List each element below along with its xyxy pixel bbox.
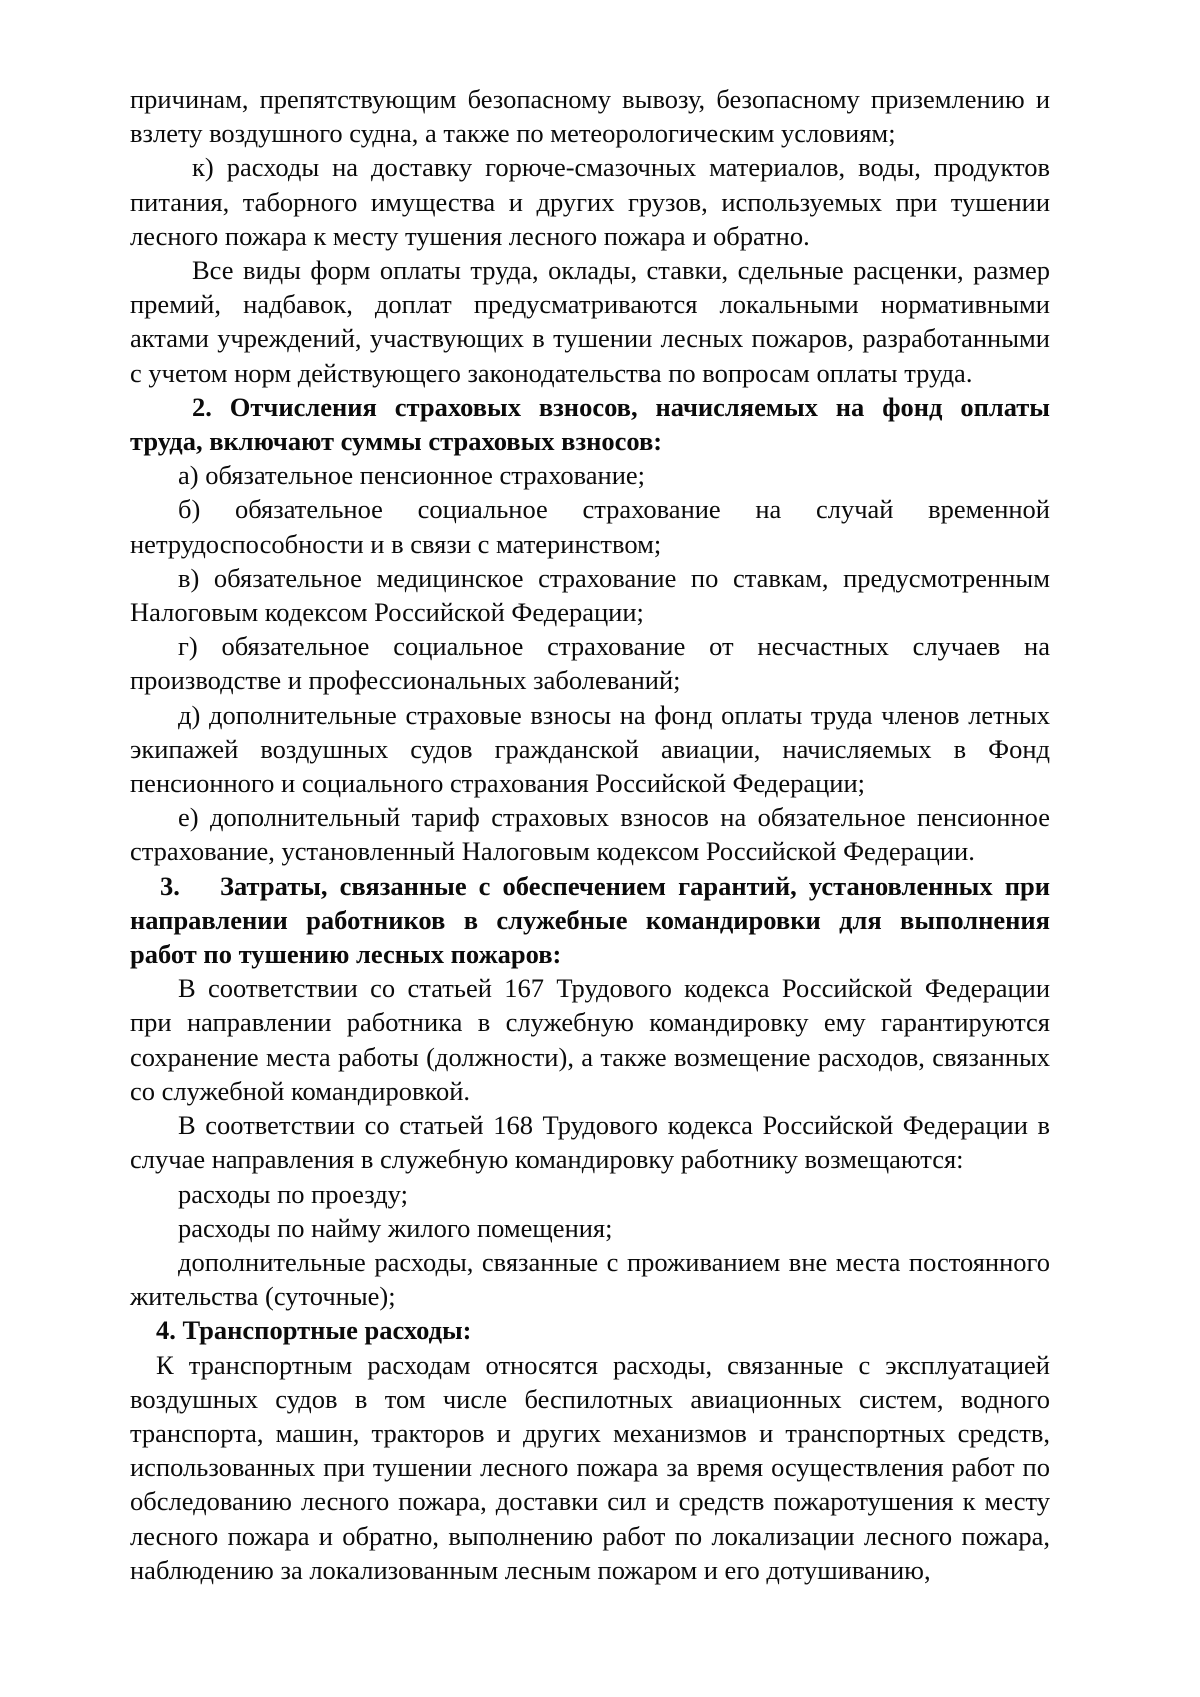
paragraph-continuation: причинам, препятствующим безопасному вывозу, безопасному приземлению и взлету воздушного судна, а также по метеорологическим условиям; (130, 84, 1050, 149)
section-3-heading (130, 869, 1050, 972)
item-e: е) дополнительный тариф страховых взносов на обязательное пенсионное страхование, установленный Налоговым кодексом Российской Федерации. (130, 802, 1050, 867)
paragraph-transport-costs: К транспортным расходам относятся расходы, связанные с эксплуатацией воздушных судов в том числе беспилотных авиационных систем, водного транспорта, машин, тракторов и других механизмов и транспортных средств, использованных при тушении лесного пожара за время осуществления работ по обследованию лесного пожара, доставки сил и средств пожаротушения к месту лесного пожара и обратно, выполнению работ по локализации лесного пожара, наблюдению за локализованным лесным пожаром и его дотушиванию, (130, 1349, 1050, 1585)
item-v: в) обязательное медицинское страхование по ставкам, предусмотренным Налоговым кодексом Российской Федерации; (130, 562, 1050, 628)
section-3-number: 3. (160, 870, 180, 901)
section-4-heading: 4. Транспортные расходы: (156, 1315, 472, 1346)
item-g: г) обязательное социальное страхование от несчастных случаев на производстве и профессиональных заболеваний; (130, 631, 1050, 696)
item-k: к) расходы на доставку горюче-смазочных материалов, воды, продуктов питания, таборного имущества и других грузов, используемых при тушении лесного пожара к месту тушения лесного пожара и обратно. (130, 152, 1050, 251)
section-3-title: Затраты, связанные с обеспечением гарантий, установленных при направлении работников в служебные командировки для выполнения работ по тушению лесных пожаров: (130, 870, 1050, 970)
item-b: б) обязательное социальное страхование на случай временной нетрудоспособности и в связи с материнством; (130, 494, 1050, 559)
item-d: д) дополнительные страховые взносы на фонд оплаты труда членов летных экипажей воздушных судов гражданской авиации, начисляемых в Фонд пенсионного и социального страхования Российской Федерации; (130, 699, 1050, 799)
paragraph-article-168: В соответствии со статьей 168 Трудового кодекса Российской Федерации в случае направления в служебную командировку работнику возмещаются: (130, 1110, 1050, 1175)
list-item-housing: расходы по найму жилого помещения; (178, 1212, 613, 1243)
section-2-heading: 2. Отчисления страховых взносов, начисляемых на фонд оплаты труда, включают суммы страховых взносов: (130, 391, 1050, 457)
paragraph-payment-forms: Все виды форм оплаты труда, оклады, ставки, сдельные расценки, размер премий, надбавок, доплат предусматриваются локальными нормативными актами учреждений, участвующих в тушении лесных пожаров, разработанными с учетом норм действующего законодательства по вопросам оплаты труда. (130, 255, 1050, 388)
list-item-travel: расходы по проезду; (178, 1178, 408, 1209)
document-body (130, 82, 1050, 1587)
item-a: а) обязательное пенсионное страхование; (178, 460, 646, 491)
paragraph-article-167: В соответствии со статьей 167 Трудового кодекса Российской Федерации при направлении работника в служебную командировку ему гарантируются сохранение места работы (должности), а также возмещение расходов, связанных со служебной командировкой. (130, 973, 1050, 1106)
list-item-per-diem: дополнительные расходы, связанные с проживанием вне места постоянного жительства (суточные); (130, 1246, 1050, 1312)
